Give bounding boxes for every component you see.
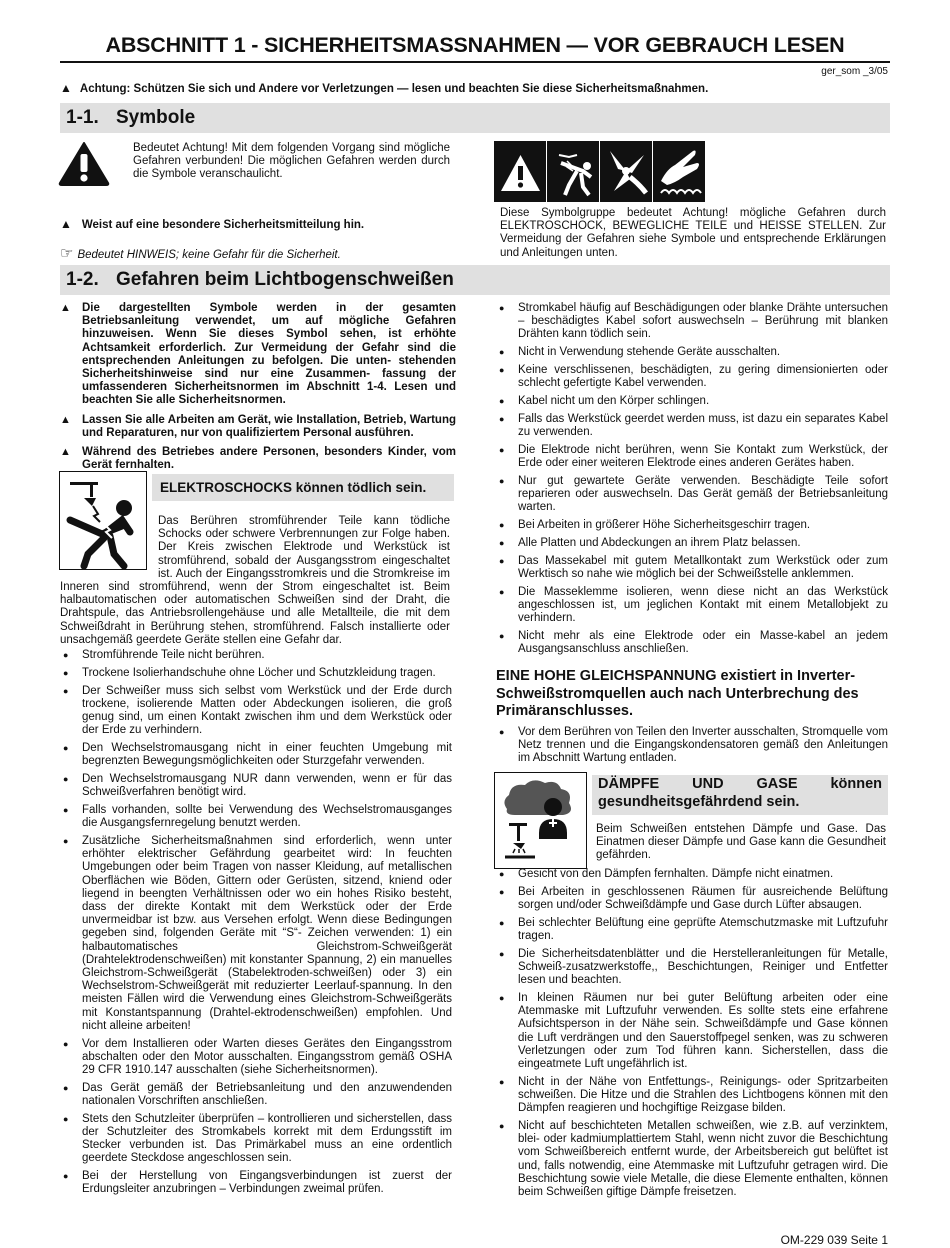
- list-item: ● In kleinen Räumen nur bei guter Belüftung arbeiten oder eine Atemmaske mit Luftzufuhr verwenden. Es sollte stets eine erfahrene Aufsichtsperson in der Nähe sein. Schweißdämpfe und Gase können die Luft verdrängen und den Sauerstoffpegel senken, was zu schweren Verletzungen oder zum Tod führen kann. Sicherstellen, dass die eingeatmete Luft ungefährlich ist.: [496, 992, 888, 1071]
- pointing-hand-icon: ☞: [60, 245, 74, 262]
- list-item: ● Falls das Werkstück geerdet werden muss, ist dazu ein separates Kabel zu verwenden.: [496, 413, 888, 439]
- list-item: ● Das Gerät gemäß der Betriebsanleitung und den anzuwendenden nationalen Vorschriften anschließen.: [60, 1082, 452, 1108]
- list-item: ● Vor dem Installieren oder Warten dieses Gerätes den Eingangsstrom abschalten oder den Motor ausschalten. Eingangsstrom gemäß OSHA 29 CFR 1910.147 ausschalten (siehe Sicherheitsnormen).: [60, 1038, 452, 1078]
- list-item: ● Stromführende Teile nicht berühren.: [60, 649, 452, 662]
- section-heading-arc-welding: [60, 265, 890, 295]
- list-item: ● Die Elektrode nicht berühren, wenn Sie Kontakt zum Werkstück, der Erde oder einer weiteren Elektrode eines anderen Gerätes haben.: [496, 444, 888, 470]
- list-item: ● Bei der Herstellung von Eingangsverbindungen ist zuerst der Erdungsleiter anzubringen – Verbindungen zweimal prüfen.: [60, 1170, 452, 1196]
- list-item: ● Bei schlechter Belüftung eine geprüfte Atemschutzmaske mit Luftzufuhr tragen.: [496, 917, 888, 943]
- list-item: ● Das Massekabel mit gutem Metallkontakt zum Werkstück oder zum Werktisch so nahe wie möglich bei der Schweißstelle anklemmen.: [496, 555, 888, 581]
- list-item: ● Vor dem Berühren von Teilen den Inverter ausschalten, Stromquelle vom Netz trennen und die Eingangskondensatoren gemäß den Anleitungen im Abschnitt Wartung entladen.: [496, 726, 888, 766]
- list-item: ● Nur gut gewartete Geräte verwenden. Beschädigte Teile sofort reparieren oder auswechseln. Das Gerät gemäß der Betriebsanleitung warten.: [496, 475, 888, 515]
- list-item: ● Den Wechselstromausgang nicht in einer feuchten Umgebung mit begrenzten Bewegungsmöglichkeiten oder Sturzgefahr verwenden.: [60, 742, 452, 768]
- page-number: OM-229 039 Seite 1: [780, 1233, 888, 1247]
- list-item: ● Trockene Isolierhandschuhe ohne Löcher und Schutzkleidung tragen.: [60, 667, 452, 680]
- list-item: ● Bei Arbeiten in geschlossenen Räumen für ausreichende Belüftung sorgen und/oder Schweißdämpfe und Gase durch Lüfter absaugen.: [496, 886, 888, 912]
- section-title: Gefahren beim Lichtbogenschweißen: [116, 269, 454, 290]
- fumes-hazard-title: DÄMPFE UND GASE können gesundheitsgefährdend sein.: [592, 775, 888, 815]
- list-item: ● Kabel nicht um den Körper schlingen.: [496, 395, 888, 408]
- hot-parts-symbol-icon: [653, 141, 706, 202]
- hint-text: Bedeutet HINWEIS; keine Gefahr für die Sicherheit.: [77, 249, 341, 261]
- shock-hazard-intro: [60, 515, 450, 647]
- moving-parts-symbol-icon: [600, 141, 653, 202]
- warning-triangle-icon: ▲: [60, 81, 72, 95]
- header-warning: [60, 81, 708, 95]
- list-item: ● Den Wechselstromausgang NUR dann verwenden, wenn er für das Schweißverfahren benötigt wird.: [60, 773, 452, 799]
- list-item: ● Keine verschlissenen, beschädigten, zu gering dimensionierten oder schlecht gefertigte Kabel verwenden.: [496, 364, 888, 390]
- list-item: ● Gesicht von den Dämpfen fernhalten. Dämpfe nicht einatmen.: [496, 868, 888, 881]
- list-item: ● Stromkabel häufig auf Beschädigungen oder blanke Drähte untersuchen – beschädigtes Kabel sofort auswechseln – Berührung mit blanken Drähten kann tödlich sein.: [496, 302, 888, 342]
- alert-symbol-icon: [494, 141, 547, 202]
- fumes-hazard-icon: [494, 772, 587, 869]
- hint-note: [60, 247, 460, 262]
- special-note: [60, 218, 460, 232]
- symbol-group-description: Diese Symbolgruppe bedeutet Achtung! mögliche Gefahren durch ELEKTROSCHOCK, BEWEGLICHE TEILE und HEISSE STELLEN. Zur Vermeidung der Gefahren siehe Symbole und entsprechende Erklärungen und Anleitungen unten.: [500, 207, 886, 259]
- section-number: 1-1.: [66, 107, 99, 128]
- list-item: ● Bei Arbeiten in größerer Höhe Sicherheitsgeschirr tragen.: [496, 519, 888, 532]
- list-item: ● Die Masseklemme isolieren, wenn diese nicht an das Werkstück angeschlossen ist, um jeglichen Kontakt mit einem Metallobjekt zu verhindern.: [496, 586, 888, 626]
- shock-precautions-list: [60, 649, 452, 1201]
- symbol-description: Bedeutet Achtung! Mit dem folgenden Vorgang sind mögliche Gefahren verbunden! Die möglichen Gefahren werden durch die Symbole veranschaulicht.: [133, 142, 450, 181]
- list-item: ● Alle Platten und Abdeckungen an ihrem Platz belassen.: [496, 537, 888, 550]
- warning-item: ▲ Lassen Sie alle Arbeiten am Gerät, wie Installation, Betrieb, Wartung und Reparaturen, nur von qualifiziertem Personal ausführen.: [60, 414, 456, 440]
- list-item: ● Nicht in der Nähe von Entfettungs-, Reinigungs- oder Spritzarbeiten schweißen. Die Hitze und die Strahlen des Lichtbogens können mit den Dämpfen reagieren und hochgiftige Reizgase bilden.: [496, 1076, 888, 1116]
- cable-precautions-list: [496, 302, 888, 661]
- shock-hazard-title: ELEKTROSCHOCKS können tödlich sein.: [152, 474, 454, 501]
- safety-alert-icon: [58, 141, 110, 187]
- dc-voltage-list: [496, 726, 888, 770]
- list-item: ● Nicht in Verwendung stehende Geräte ausschalten.: [496, 346, 888, 359]
- section-heading-symbols: [60, 103, 890, 133]
- page-title: ABSCHNITT 1 - SICHERHEITSMASSNAHMEN — VOR GEBRAUCH LESEN: [105, 33, 845, 57]
- hazard-symbol-group: [494, 141, 706, 202]
- list-item: ● Falls vorhanden, sollte bei Verwendung des Wechselstromausganges die Ausgangsfernregelung benutzt werden.: [60, 804, 452, 830]
- section-title: Symbole: [116, 107, 196, 128]
- list-item: ● Der Schweißer muss sich selbst vom Werkstück und der Erde durch trockene, isolierende Matten oder Abdeckungen isolieren, die groß genug sind, um einen Kontakt zwischen ihm und dem Werkstück oder der Erde zu verhindern.: [60, 685, 452, 738]
- warning-triangle-icon: ▲: [60, 217, 72, 231]
- header-warning-text: Achtung: Schützen Sie sich und Andere vor Verletzungen — lesen und beachten Sie diese Sicherheitsmaßnahmen.: [79, 83, 709, 95]
- dc-voltage-title: EINE HOHE GLEICHSPANNUNG existiert in Inverter-Schweißstromquellen auch nach Unterbrechung des Primäranschlusses.: [496, 668, 859, 719]
- warning-item: ▲ Während des Betriebes andere Personen, besonders Kinder, vom Gerät fernhalten.: [60, 446, 456, 472]
- general-warnings-list: [60, 302, 456, 478]
- warning-item: ▲ Die dargestellten Symbole werden in der gesamten Betriebsanleitung verwendet, um auf mögliche Gefahren hinzuweisen. Wenn Sie dieses Symbol sehen, ist erhöhte Achtsamkeit erforderlich. Zur Vermeidung der Gefahr sind die entsprechenden Anleitungen zu befolgen. Die unten- stehenden Sicherheitshinweise sind nur eine Zusammen- fassung der umfassenderen Sicherheitsnormen im Abschnitt 1-4. Lesen und beachten Sie alle Sicherheitsnormen.: [60, 302, 456, 408]
- title-rule: [60, 61, 890, 63]
- section-number: 1-2.: [66, 269, 99, 290]
- list-item: ● Stets den Schutzleiter überprüfen – kontrollieren und sicherstellen, dass der Schutzleiter des Stromkabels korrekt mit dem Erdungsstift im Stecker verbunden ist. Das Primärkabel muss an eine ordentlich geerdete Steckdose angeschlossen sein.: [60, 1113, 452, 1166]
- document-code: ger_som _3/05: [821, 66, 888, 77]
- fumes-precautions-list: [496, 868, 888, 1204]
- list-item: ● Die Sicherheitsdatenblätter und die Herstelleranleitungen für Metalle, Schweiß-zusatzwerkstoffe,, Beschichtungen, Reiniger und Entfetter lesen und beachten.: [496, 948, 888, 988]
- list-item: ● Zusätzliche Sicherheitsmaßnahmen sind erforderlich, wenn unter erhöhter elektrischer Gefährdung gearbeitet wird: In feuchten Umgebungen oder beim Tragen von nasser Kleidung, auf metallischen Oberflächen wie Böden, Gittern oder Gerüsten, sitzend, kniend oder liegend in beengten Verhältnissen oder wo ein hohes Risiko besteht, dass der direkte Kontakt mit dem Werkstück oder der Erde unvermeidbar ist bzw. aus Versehen erfolgt. Wenn diese Bedingungen gegeben sind, folgenden Geräte mit “S“- Zeichen verwenden: 1) ein halbautomatisches Gleichstrom-Schweißgerät (Drahtelektrodenschweißen) mit konstanter Spannung, 2) ein manuelles Gleichstrom-Schweißgerät (Stabelektroden-schweißen) oder 3) ein Wechselstrom-Schweißgerät mit reduzierter Leerlauf-spannung. In den meisten Fällen wird die Verwendung eines Gleichstrom-Schweißgeräts mit Konstantspannung (Drahtel-ektrodenschweißen) empfohlen. Und nicht alleine arbeiten!: [60, 835, 452, 1033]
- list-item: ● Nicht mehr als eine Elektrode oder ein Masse-kabel an jedem Ausgangsanschluss anschließen.: [496, 630, 888, 656]
- fumes-hazard-intro: Beim Schweißen entstehen Dämpfe und Gase. Das Einatmen dieser Dämpfe und Gase kann die Gesundheit gefährden.: [596, 823, 886, 862]
- shock-intro-text: Das Berühren stromführender Teile kann tödliche Schocks oder schwere Verbrennungen zur Folge haben. Der Kreis zwischen Elektrode und Werkstück ist stromführend, sobald der Ausgangsstrom eingeschaltet ist. Auch der Eingangsstromkreis und die Stromkreise im Inneren sind stromführend, wenn der Strom eingeschaltet ist. Beim halbautomatischen oder automatischen Schweißen sind der Draht, die Drahtspule, das Antriebsrollengehäuse und alle Metallteile, die mit dem Schweißdraht in Berührung stehen, stromführend. Falsch installierte oder unsachgemäß geerdete Geräte stellen eine Gefahr dar.: [60, 515, 450, 646]
- list-item: ● Nicht auf beschichteten Metallen schweißen, wie z.B. auf verzinktem, blei- oder kadmiumplattiertem Stahl, wenn nicht zuvor die Beschichtung vom Schweißbereich entfernt wurde, der Arbeitsbereich gut belüftet ist und, falls notwendig, eine Atemmaske mit Luftzufuhr getragen wird. Die Beschichtung sowie viele Metalle, die diese Elemente enthalten, können beim Schweißen giftige Dämpfe freisetzen.: [496, 1120, 888, 1199]
- special-note-text: Weist auf eine besondere Sicherheitsmitteilung hin.: [81, 219, 365, 231]
- electric-shock-symbol-icon: [547, 141, 600, 202]
